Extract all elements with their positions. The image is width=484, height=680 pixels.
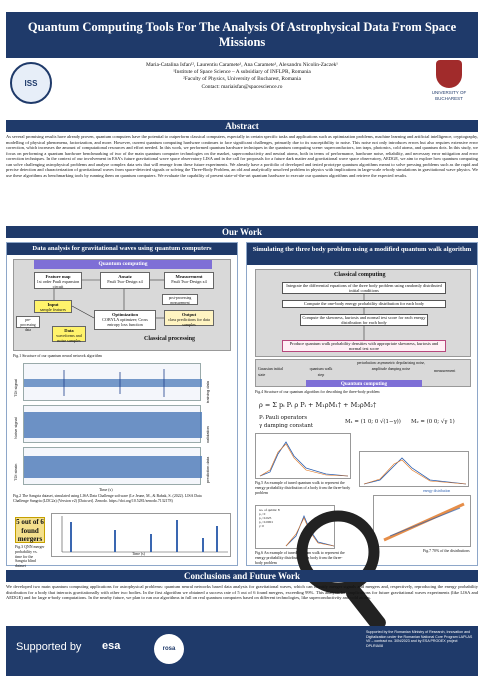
output-title: Output (181, 312, 197, 317)
perturbation-label: perturbation: asymmetric depolarizing noise, amplitude damping noise (356, 361, 426, 371)
university-logo (426, 60, 472, 114)
qnn-flowchart (13, 259, 231, 351)
pauli-operators-label: Pᵢ Pauli operators (259, 415, 308, 421)
damping-constant-label: γ damping constant (259, 423, 314, 429)
data-title: Data (64, 328, 74, 333)
side-label-2: validation (205, 426, 210, 443)
stat-gamma: γ: 0 (259, 524, 264, 528)
step-quantum-walk: Produce quantum walk probability densities with appropriate skewness, kurtosis and normal test score (282, 340, 446, 352)
measurement-label: measurement (434, 368, 456, 373)
time-axis-label: Time (s) (99, 487, 113, 492)
signal-label-3: TDI strain (13, 463, 18, 481)
output-body: class predictions for data samples (168, 317, 210, 327)
merger-plot-xlabel: Time (s) (132, 552, 145, 556)
university-logo-text: UNIVERSITY OF BUCHAREST (431, 90, 467, 101)
optimization-body: COBYLA optimizer; Cross entropy loss function (102, 317, 148, 327)
signal-label-2: Noise signal (13, 417, 18, 439)
our-work-heading: Our Work (6, 226, 478, 238)
esa-logo: esa (102, 640, 121, 652)
measurement-title: Measurement (175, 274, 203, 279)
quantum-computing-label: Quantum computing (34, 260, 212, 269)
right-column-heading: Simulating the three body problem using a modified quantum walk algorithm (247, 243, 477, 265)
measurement-body: Pauli Two-Design x4 (171, 279, 207, 284)
quantum-computing-label-right: Quantum computing (306, 380, 422, 387)
energy-distribution-plot-1 (255, 433, 351, 479)
left-column-heading: Data analysis for gravitational waves using quantum computers (7, 243, 237, 255)
optimization-title: Optimization (111, 312, 139, 317)
header (6, 4, 478, 118)
affiliation-1: ¹Institute of Space Science – A subsidiary of INFLPR, Romania (173, 69, 311, 76)
classical-computing-label: Classical computing (334, 272, 386, 278)
energy-curve-1 (256, 434, 352, 480)
left-column (6, 242, 238, 569)
flowchart-arrows-right (256, 270, 472, 358)
step-energy-distribution: Compute the one-body energy probability distribution for each body (282, 300, 446, 308)
legend-energy: energy distribution (423, 489, 451, 493)
footer (6, 626, 478, 676)
affiliation-2: ²Faculty of Physics, University of Bucharest, Romania (183, 76, 301, 83)
university-crest-icon (436, 60, 462, 88)
m1-matrix: M₁ = (1 0; 0 √(1−γ)) (345, 419, 401, 425)
supported-by-label: Supported by (16, 641, 82, 653)
three-body-flowchart (255, 269, 471, 357)
rosa-logo: rosa (154, 634, 184, 664)
flowchart-arrows (14, 260, 232, 352)
fig5-caption: Fig.5 An example of tuned quantum walk to represent the energy probability distribution of a body from the three-body problem (255, 481, 351, 495)
authors: Maria-Catalina Isfan¹², Laurentiu Caramete¹, Ana Caramete¹, Alexandru Nicolin-Zaczek¹ (146, 62, 338, 68)
signal-plot-3 (23, 447, 201, 485)
feature-map-body: 1st order Pauli expansion circuit (36, 279, 80, 289)
stat-p3: p₃: 0.0001 (259, 520, 273, 524)
signal-label-1: TDI signal (13, 378, 18, 397)
quantum-walk-label: quantum walk step (309, 366, 333, 377)
institute-logo (10, 62, 52, 104)
stat-p1: p₁: 0 (259, 512, 266, 516)
fig3-caption: Fig.3 QNN merger probability vs. time for the Sangria blind dataset (15, 545, 45, 569)
authors-block (66, 62, 418, 91)
energy-distribution-plot-2 (359, 451, 469, 487)
fig4-caption: Fig.4 Structure of our quantum algorithm for describing the three-body problem (255, 390, 380, 394)
signal-trace-2 (24, 406, 202, 444)
mergers-badge: 5 out of 6 found mergers (16, 518, 44, 543)
side-label-3: prediction data (205, 456, 210, 483)
feature-map-title: Feature map (45, 274, 71, 279)
side-label-1: training data (205, 380, 210, 403)
institute-logo-text: ISS (24, 78, 38, 88)
m2-matrix: M₂ = (0 0; √γ 1) (411, 419, 455, 425)
contact-email: Contact: mariaisfan@spacescience.ro (201, 83, 283, 90)
signal-trace-3 (24, 448, 202, 486)
data-body: waveforms and noise samples (56, 333, 82, 343)
fig6-caption: Fig.6 An example of tuned quantum walk to represent the energy probability distribution of a body from the three-body problem (255, 551, 345, 565)
fig7-caption: Fig.7 70% of the distributions (423, 549, 470, 553)
preprocessing-node: pre-processing data (16, 316, 40, 328)
abstract-heading: Abstract (6, 120, 478, 132)
input-title: Input (47, 302, 59, 307)
input-body: sample features (39, 307, 67, 312)
fig2-caption: Fig.2 The Sangria dataset, simulated using LISA Data Challenge software (Le Jeune, M., & Babak, S. (2022). LISA Data Challenge Sangria (LDC2a) (Version v2) [Data set]. Zenodo. https://doi.org/10.5281/zenodo.7132178) (13, 494, 202, 503)
funding-text: Supported by the Romanian Ministry of Research, Innovation and Digitalization under the Romanian National Core Program LAPLAS VII – contract no. 30N/2023 and by ESA PRODEX project DPLRIA08 (366, 630, 473, 648)
stat-qubits: no. of qubits: 8 (259, 508, 280, 512)
signal-plot-1 (23, 363, 201, 401)
density-matrix-equation: ρ = Σ pᵢ Pᵢ ρ Pᵢ + M₁ρM₁† + M₂ρM₂† (259, 401, 377, 409)
merger-probability-plot (51, 513, 231, 557)
ansatz-body: Pauli Two-Design x4 (107, 279, 143, 284)
conclusions-text: We developed two main quantum computing applications for astrophysical problems: quantum neural networks based data analysis for gravitational waves, which can identify merger signals and mergers and, respectively, reproducing the energy probability distribution for a body that interacts gravitationally with other two bodies. In the first algorithm we obtained a success rate of 5 out of 6 found mergers, exceeding 99%. This analysis has implications for future gravitational waves experiments (like LISA and AEDGE) and for large n-body computations. In the nearby future, we plan to run our algorithms in full on real quantum computers based on different technologies, like superconductivity and cold atoms. (6, 584, 478, 600)
conclusions-heading: Conclusions and Future Work (6, 570, 478, 582)
poster-title: Quantum Computing Tools For The Analysis Of Astrophysical Data From Space Missions (6, 12, 478, 58)
ansatz-title: Ansatz (118, 274, 132, 279)
gaussian-state-label: Gaussian initial state (258, 366, 283, 377)
classical-processing-label: Classical processing (144, 336, 196, 342)
fig1-caption: Fig.1 Structure of our quantum neural network algorithm (13, 354, 102, 358)
step-statistics: Compute the skewness, kurtosis and normal test score for each energy distribution for each body (300, 314, 428, 326)
signal-plot-2 (23, 405, 201, 443)
step-integrate: Integrate the differential equations of the three body problem using randomly distributed initial conditions (282, 282, 446, 294)
energy-curve-2 (360, 452, 470, 488)
stats-box (259, 508, 280, 528)
stat-p2: p₂: 0.025 (259, 516, 272, 520)
signal-trace-1 (24, 364, 202, 402)
postprocessing-node: post-processing measurement (162, 294, 198, 305)
abstract-text: As several promising results have already proven, quantum computers have the potential to outperform classical computers, especially in certain specific tasks and applications such as optimization problems, machine learning and artificial intelligence, cryptography, modelling of physical phenomena, factorization, and more. However, current quantum computing hardware continues to face significant challenges, primarily due to its susceptibility to noise. This noise not only introduces errors but also requires extensive error correction, which increases the amount of computational resources and effort needed. In this work, we performed quantum hardware techniques in the quantum computing scene: superconductors, ion traps, photonics, cold atoms, and quantum dots. In this study, we focus on performing a quantum hardware benchmarking of two of the main quantum computer technologies on the market, superconductivity and neutral atoms, both in terms of performance, hardware noise, reliability, and necessary error mitigation and error correction techniques. In the context of our involvement in ESA's future gravitational wave space observatory LISA and in the call for proposals for a future dark matter and gravitational wave space observatory, AEDGE, we aim to explore how quantum computing can solve challenging astrophysical problems and analyse complex data sets that will emerge from these future experiments. We already have a portfolio of developed and tested prototype quantum algorithms meant to solve pressing problems such as the rapid and precise detection and characterization of gravitational waves from space-detected signals or solving the Three-Body Problem, an old and analytically unsolved problem in physics with implications in large-scale n-body simulations in gravitational wave physics. We use these algorithms as benchmarking tools by running them on quantum computers. We evaluate the capability of present state-of-the-art quantum hardware to execute our quantum algorithms and retrieve the expected results. (6, 134, 478, 178)
quantum-walk-circuit (255, 359, 471, 387)
